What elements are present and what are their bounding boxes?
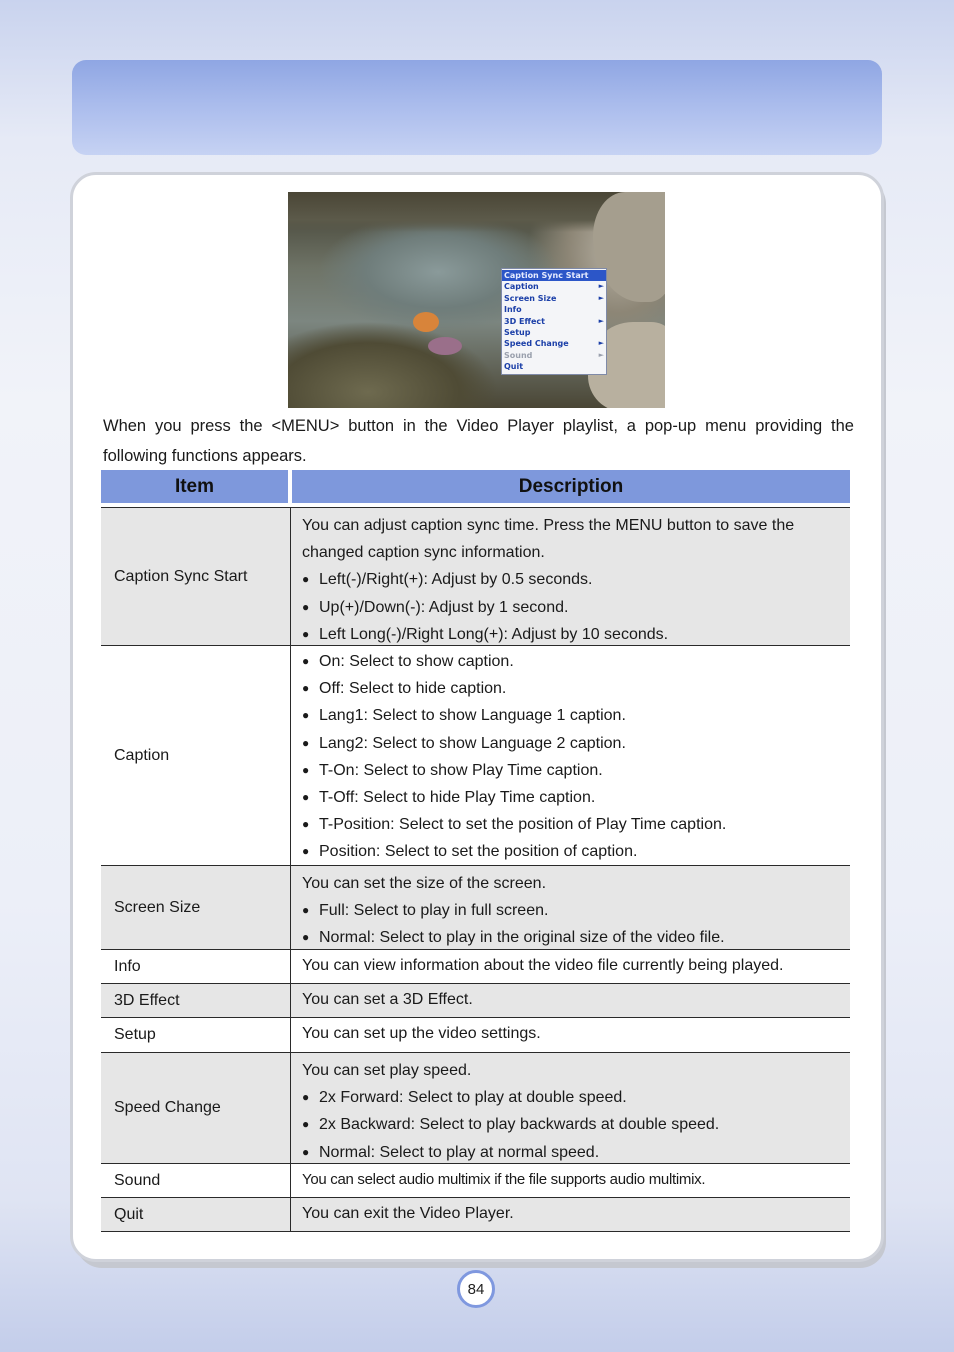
table-row	[101, 984, 850, 1018]
bullet-text: Lang1: Select to show Language 1 caption.	[319, 707, 626, 725]
bullet-icon: ●	[302, 817, 310, 832]
description-cell	[291, 1164, 850, 1197]
popup-menu-item[interactable]	[502, 304, 606, 315]
popup-menu-item[interactable]	[502, 350, 606, 361]
table-row	[101, 1053, 850, 1164]
description-text: You can adjust caption sync time. Press the MENU button to save the changed caption sync information.	[302, 517, 795, 562]
popup-menu-item-label: Speed Change	[504, 339, 569, 349]
bullet-icon: ●	[302, 762, 310, 777]
description-text: You can exit the Video Player.	[302, 1205, 514, 1222]
bullet-item	[302, 594, 842, 621]
popup-menu-item[interactable]	[502, 338, 606, 349]
bullet-icon: ●	[302, 681, 310, 696]
item-cell: Setup	[101, 1018, 291, 1052]
header-item: Item	[101, 470, 288, 503]
description-text: You can select audio multimix if the file supports audio multimix.	[302, 1171, 706, 1188]
description-text: You can set play speed.	[302, 1062, 472, 1079]
item-cell: Caption	[101, 646, 291, 865]
bullet-item	[302, 1111, 842, 1138]
table-row	[101, 1018, 850, 1053]
bullet-item	[302, 1084, 842, 1111]
bullet-item	[302, 897, 842, 924]
item-cell: Screen Size	[101, 866, 291, 949]
description-cell	[291, 646, 850, 865]
bullet-item	[302, 757, 842, 784]
bullet-icon: ●	[302, 930, 310, 945]
bullet-icon: ●	[302, 654, 310, 668]
bullet-text: T-Position: Select to set the position of Play Time caption.	[319, 816, 727, 834]
bullet-icon: ●	[302, 708, 310, 723]
bullet-icon: ●	[302, 735, 310, 750]
item-cell: Sound	[101, 1164, 291, 1197]
description-cell	[291, 866, 850, 949]
bullet-item	[302, 566, 842, 593]
description-cell	[291, 950, 850, 983]
popup-menu-item[interactable]	[502, 281, 606, 292]
popup-menu-item-label: Setup	[504, 327, 531, 337]
submenu-arrow-icon: ►	[598, 339, 604, 348]
bullet-icon: ●	[302, 626, 310, 641]
description-cell	[291, 1198, 850, 1231]
popup-menu-item[interactable]	[502, 293, 606, 304]
bullet-icon: ●	[302, 1090, 310, 1105]
bullet-item	[302, 924, 842, 951]
description-cell	[291, 1053, 850, 1163]
header-description: Description	[292, 470, 850, 503]
description-text: You can set a 3D Effect.	[302, 991, 473, 1008]
submenu-arrow-icon: ►	[598, 350, 604, 359]
bullet-item	[302, 621, 842, 648]
bullet-item	[302, 648, 842, 675]
table-row	[101, 866, 850, 950]
scene-flower	[413, 312, 439, 332]
intro-paragraph: When you press the <MENU> button in the Video Player playlist, a pop-up menu providing the following functions appears.	[103, 417, 854, 465]
submenu-arrow-icon: ►	[598, 293, 604, 302]
bullet-item	[302, 784, 842, 811]
popup-menu-item-label: Info	[504, 305, 522, 315]
item-cell: Caption Sync Start	[101, 508, 291, 645]
bullet-text: Off: Select to hide caption.	[319, 680, 507, 698]
popup-menu-item[interactable]	[502, 316, 606, 327]
bullet-text: 2x Backward: Select to play backwards at double speed.	[319, 1116, 720, 1134]
description-text: You can view information about the video file currently being played.	[302, 957, 784, 974]
submenu-arrow-icon: ►	[598, 316, 604, 325]
bullet-icon: ●	[302, 599, 310, 614]
bullet-text: Position: Select to set the position of caption.	[319, 843, 638, 861]
bullet-text: Normal: Select to play in the original size of the video file.	[319, 929, 725, 947]
bullet-icon: ●	[302, 903, 310, 918]
popup-menu-item-label: Quit	[504, 362, 524, 372]
bullet-icon: ●	[302, 844, 310, 859]
description-text: You can set up the video settings.	[302, 1025, 541, 1042]
description-cell	[291, 1018, 850, 1052]
bullet-text: Left Long(-)/Right Long(+): Adjust by 10 seconds.	[319, 625, 669, 643]
popup-menu-item-label: Caption Sync Start	[504, 271, 589, 280]
table-row	[101, 1198, 850, 1232]
bullet-item	[302, 1139, 842, 1166]
bullet-text: Left(-)/Right(+): Adjust by 0.5 seconds.	[319, 571, 593, 589]
table-row	[101, 507, 850, 646]
bullet-text: Normal: Select to play at normal speed.	[319, 1143, 600, 1161]
bullet-text: T-Off: Select to hide Play Time caption.	[319, 789, 596, 807]
item-cell: Quit	[101, 1198, 291, 1231]
bullet-item	[302, 675, 842, 702]
bullet-text: 2x Forward: Select to play at double speed.	[319, 1089, 627, 1107]
header-band	[72, 60, 882, 155]
bullet-item	[302, 730, 842, 757]
description-cell	[291, 508, 850, 645]
bullet-icon: ●	[302, 1144, 310, 1159]
bullet-text: On: Select to show caption.	[319, 653, 514, 670]
popup-menu-item-label: Caption	[504, 282, 539, 292]
table-header	[101, 470, 850, 503]
bullet-icon: ●	[302, 790, 310, 805]
popup-menu-item[interactable]	[502, 361, 606, 372]
description-text: You can set the size of the screen.	[302, 875, 547, 892]
bullet-text: T-On: Select to show Play Time caption.	[319, 761, 603, 779]
table-row	[101, 1164, 850, 1198]
bullet-icon: ●	[302, 1117, 310, 1132]
functions-table	[101, 470, 850, 1232]
bullet-item	[302, 838, 842, 865]
popup-menu	[501, 268, 607, 375]
popup-menu-item[interactable]	[502, 270, 606, 281]
bullet-item	[302, 702, 842, 729]
page-number: 84	[457, 1270, 495, 1308]
bullet-text: Up(+)/Down(-): Adjust by 1 second.	[319, 598, 569, 616]
item-cell: Speed Change	[101, 1053, 291, 1163]
popup-menu-item[interactable]	[502, 327, 606, 338]
submenu-arrow-icon: ►	[598, 282, 604, 291]
bullet-text: Full: Select to play in full screen.	[319, 902, 549, 920]
table-body	[101, 507, 850, 1232]
bullet-text: Lang2: Select to show Language 2 caption.	[319, 734, 626, 752]
item-cell: Info	[101, 950, 291, 983]
bullet-icon: ●	[302, 572, 310, 587]
popup-menu-item-label: Sound	[504, 350, 533, 360]
table-row	[101, 646, 850, 866]
bullet-item	[302, 811, 842, 838]
scene-flower	[428, 337, 462, 355]
popup-menu-item-label: Screen Size	[504, 293, 557, 303]
table-row	[101, 950, 850, 984]
description-cell	[291, 984, 850, 1017]
popup-menu-item-label: 3D Effect	[504, 316, 545, 326]
video-player-screenshot	[288, 192, 665, 408]
item-cell: 3D Effect	[101, 984, 291, 1017]
